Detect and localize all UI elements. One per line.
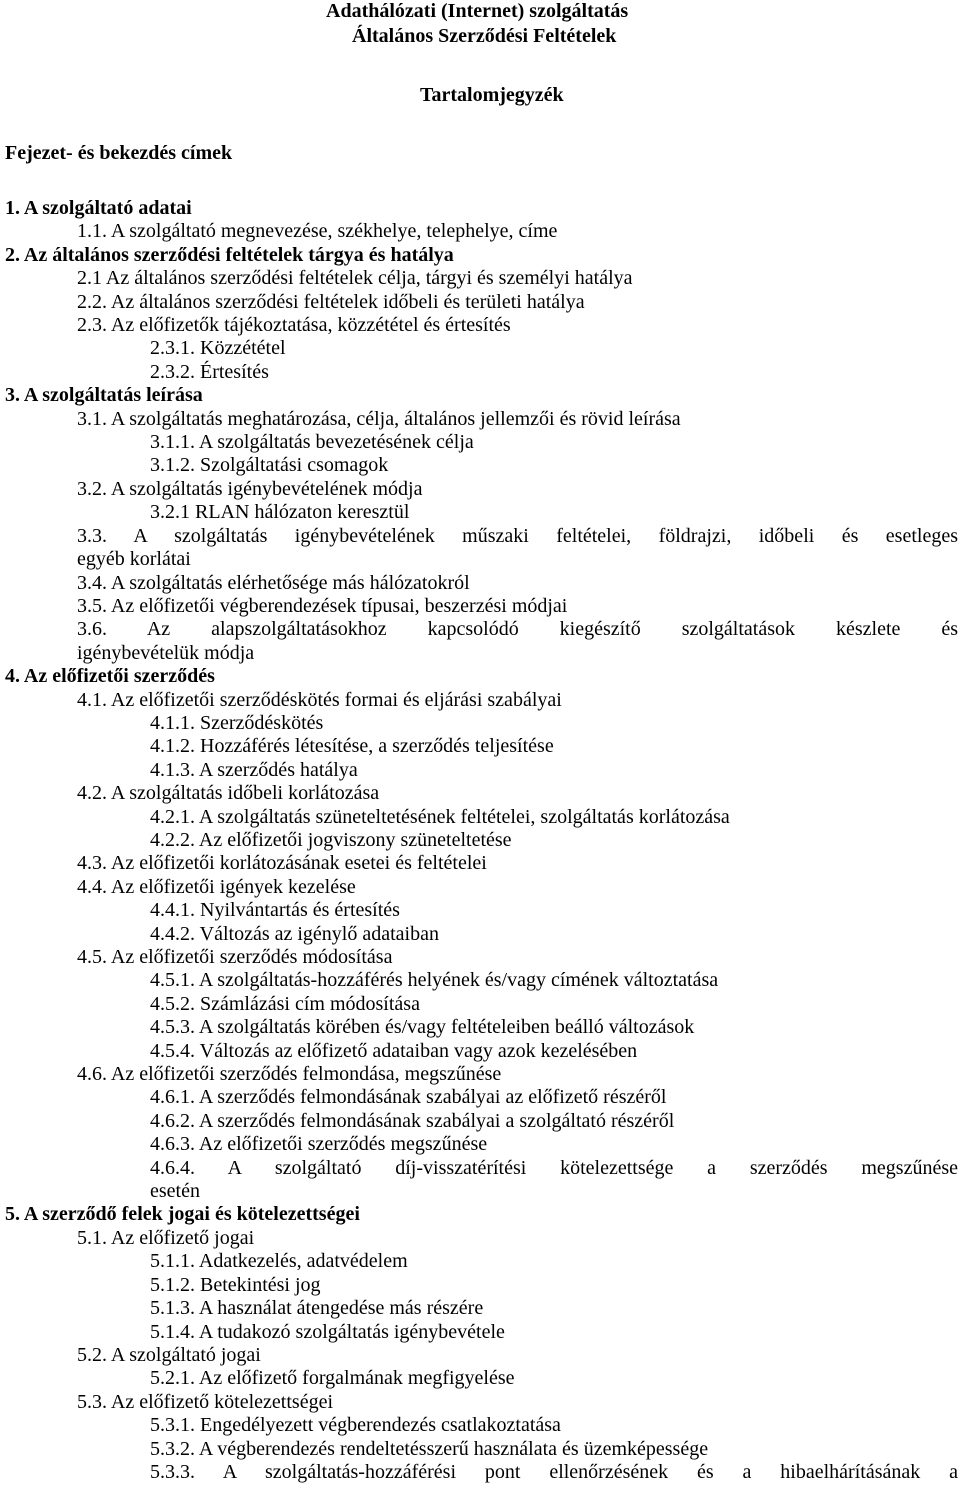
toc-subsection-5-3-1[interactable]: 5.3.1. Engedélyezett végberendezés csatlakoztatása <box>150 1414 561 1437</box>
toc-subsection-5-2-1[interactable]: 5.2.1. Az előfizető forgalmának megfigyelése <box>150 1367 515 1390</box>
toc-section-3-2[interactable]: 3.2. A szolgáltatás igénybevételének módja <box>77 477 423 500</box>
toc-subsection-5-1-4[interactable]: 5.1.4. A tudakozó szolgáltatás igénybevétele <box>150 1320 505 1343</box>
toc-section-3-6-continued[interactable]: igénybevételük módja <box>77 641 255 664</box>
toc-section-5-1[interactable]: 5.1. Az előfizető jogai <box>77 1226 255 1249</box>
toc-subsection-4-6-4[interactable]: 4.6.4. A szolgáltató díj-visszatérítési kötelezettsége a szerződés megszűnése <box>150 1156 958 1179</box>
toc-subsection-5-3-2[interactable]: 5.3.2. A végberendezés rendeltetésszerű használata és üzemképessége <box>150 1437 709 1460</box>
toc-subsection-4-1-3[interactable]: 4.1.3. A szerződés hatálya <box>150 758 358 781</box>
toc-chapter-5[interactable]: 5. A szerződő felek jogai és kötelezettségei <box>5 1203 360 1226</box>
toc-subsection-4-5-3[interactable]: 4.5.3. A szolgáltatás körében és/vagy feltételeiben beálló változások <box>150 1016 695 1039</box>
toc-section-4-2[interactable]: 4.2. A szolgáltatás időbeli korlátozása <box>77 782 380 805</box>
toc-subsection-4-6-1[interactable]: 4.6.1. A szerződés felmondásának szabályai az előfizető részéről <box>150 1086 667 1109</box>
toc-section-2-3[interactable]: 2.3. Az előfizetők tájékoztatása, közzététel és értesítés <box>77 314 511 337</box>
toc-section-4-5[interactable]: 4.5. Az előfizetői szerződés módosítása <box>77 946 393 968</box>
toc-subsection-5-1-2[interactable]: 5.1.2. Betekintési jog <box>150 1273 321 1296</box>
toc-subsection-4-5-4[interactable]: 4.5.4. Változás az előfizető adataiban vagy azok kezelésében <box>150 1039 638 1062</box>
toc-section-3-5[interactable]: 3.5. Az előfizetői végberendezések típusai, beszerzési módjai <box>77 594 568 617</box>
toc-section-5-3[interactable]: 5.3. Az előfizető kötelezettségei <box>77 1390 334 1413</box>
toc-section-2-1[interactable]: 2.1 Az általános szerződési feltételek célja, tárgyi és személyi hatálya <box>77 267 633 290</box>
document-title: Adathálózati (Internet) szolgáltatás <box>326 0 629 22</box>
toc-subsection-4-4-2[interactable]: 4.4.2. Változás az igénylő adataiban <box>150 922 439 945</box>
toc-section-3-1[interactable]: 3.1. A szolgáltatás meghatározása, célja, általános jellemzői és rövid leírása <box>77 407 681 430</box>
toc-subsection-4-2-1[interactable]: 4.2.1. A szolgáltatás szüneteltetésének feltételei, szolgáltatás korlátozása <box>150 805 730 828</box>
toc-section-3-3-continued[interactable]: egyéb korlátai <box>77 548 191 571</box>
toc-section-5-2[interactable]: 5.2. A szolgáltató jogai <box>77 1343 261 1366</box>
toc-subsection-3-1-2[interactable]: 3.1.2. Szolgáltatási csomagok <box>150 454 389 477</box>
table-of-contents <box>0 197 960 1484</box>
toc-section-4-4[interactable]: 4.4. Az előfizetői igények kezelése <box>77 875 356 898</box>
toc-subsection-5-3-3[interactable]: 5.3.3. A szolgáltatás-hozzáférési pont ellenőrzésének és a hibaelhárításának a <box>150 1460 958 1483</box>
toc-subsection-4-4-1[interactable]: 4.4.1. Nyilvántartás és értesítés <box>150 899 400 922</box>
toc-subsection-4-1-2[interactable]: 4.1.2. Hozzáférés létesítése, a szerződés teljesítése <box>150 735 554 758</box>
toc-section-3-6[interactable]: 3.6. Az alapszolgáltatásokhoz kapcsolódó kiegészítő szolgáltatások készlete és <box>77 618 958 641</box>
toc-section-2-2[interactable]: 2.2. Az általános szerződési feltételek időbeli és területi hatálya <box>77 290 585 313</box>
toc-subsection-4-6-4-continued[interactable]: esetén <box>150 1180 200 1203</box>
document-subtitle: Általános Szerződési Feltételek <box>352 25 617 47</box>
toc-subsection-4-5-2[interactable]: 4.5.2. Számlázási cím módosítása <box>150 992 420 1015</box>
toc-subsection-3-1-1[interactable]: 3.1.1. A szolgáltatás bevezetésének célja <box>150 431 474 454</box>
toc-section-3-3[interactable]: 3.3. A szolgáltatás igénybevételének műszaki feltételei, földrajzi, időbeli és esetleges <box>77 524 958 547</box>
toc-chapter-1[interactable]: 1. A szolgáltató adatai <box>5 197 192 219</box>
toc-subsection-4-1-1[interactable]: 4.1.1. Szerződéskötés <box>150 711 324 734</box>
toc-section-4-1[interactable]: 4.1. Az előfizetői szerződéskötés formai és eljárási szabályai <box>77 688 562 711</box>
toc-subsection-4-6-2[interactable]: 4.6.2. A szerződés felmondásának szabályai a szolgáltató részéről <box>150 1109 675 1132</box>
toc-section-1-1[interactable]: 1.1. A szolgáltató megnevezése, székhelye, telephelye, címe <box>77 220 558 243</box>
toc-section-4-6[interactable]: 4.6. Az előfizetői szerződés felmondása, megszűnése <box>77 1063 502 1086</box>
toc-subsection-4-6-3[interactable]: 4.6.3. Az előfizetői szerződés megszűnése <box>150 1133 488 1156</box>
toc-chapter-2[interactable]: 2. Az általános szerződési feltételek tárgya és hatálya <box>5 243 454 266</box>
toc-subsection-3-2-1[interactable]: 3.2.1 RLAN hálózaton keresztül <box>150 501 410 524</box>
toc-heading: Tartalomjegyzék <box>420 84 564 106</box>
toc-section-3-4[interactable]: 3.4. A szolgáltatás elérhetősége más hálózatokról <box>77 571 470 594</box>
toc-subsection-4-2-2[interactable]: 4.2.2. Az előfizetői jogviszony szüneteltetése <box>150 828 512 851</box>
column-heading: Fejezet- és bekezdés címek <box>5 142 233 164</box>
toc-subsection-4-5-1[interactable]: 4.5.1. A szolgáltatás-hozzáférés helyének és/vagy címének változtatása <box>150 969 719 992</box>
toc-subsection-2-3-2[interactable]: 2.3.2. Értesítés <box>150 360 269 383</box>
toc-chapter-4[interactable]: 4. Az előfizetői szerződés <box>5 665 215 688</box>
toc-section-4-3[interactable]: 4.3. Az előfizetői korlátozásának esetei és feltételei <box>77 852 487 875</box>
toc-subsection-2-3-1[interactable]: 2.3.1. Közzététel <box>150 337 286 360</box>
toc-subsection-5-1-3[interactable]: 5.1.3. A használat átengedése más részére <box>150 1297 484 1320</box>
toc-chapter-3[interactable]: 3. A szolgáltatás leírása <box>5 384 203 407</box>
toc-subsection-5-1-1[interactable]: 5.1.1. Adatkezelés, adatvédelem <box>150 1250 408 1273</box>
